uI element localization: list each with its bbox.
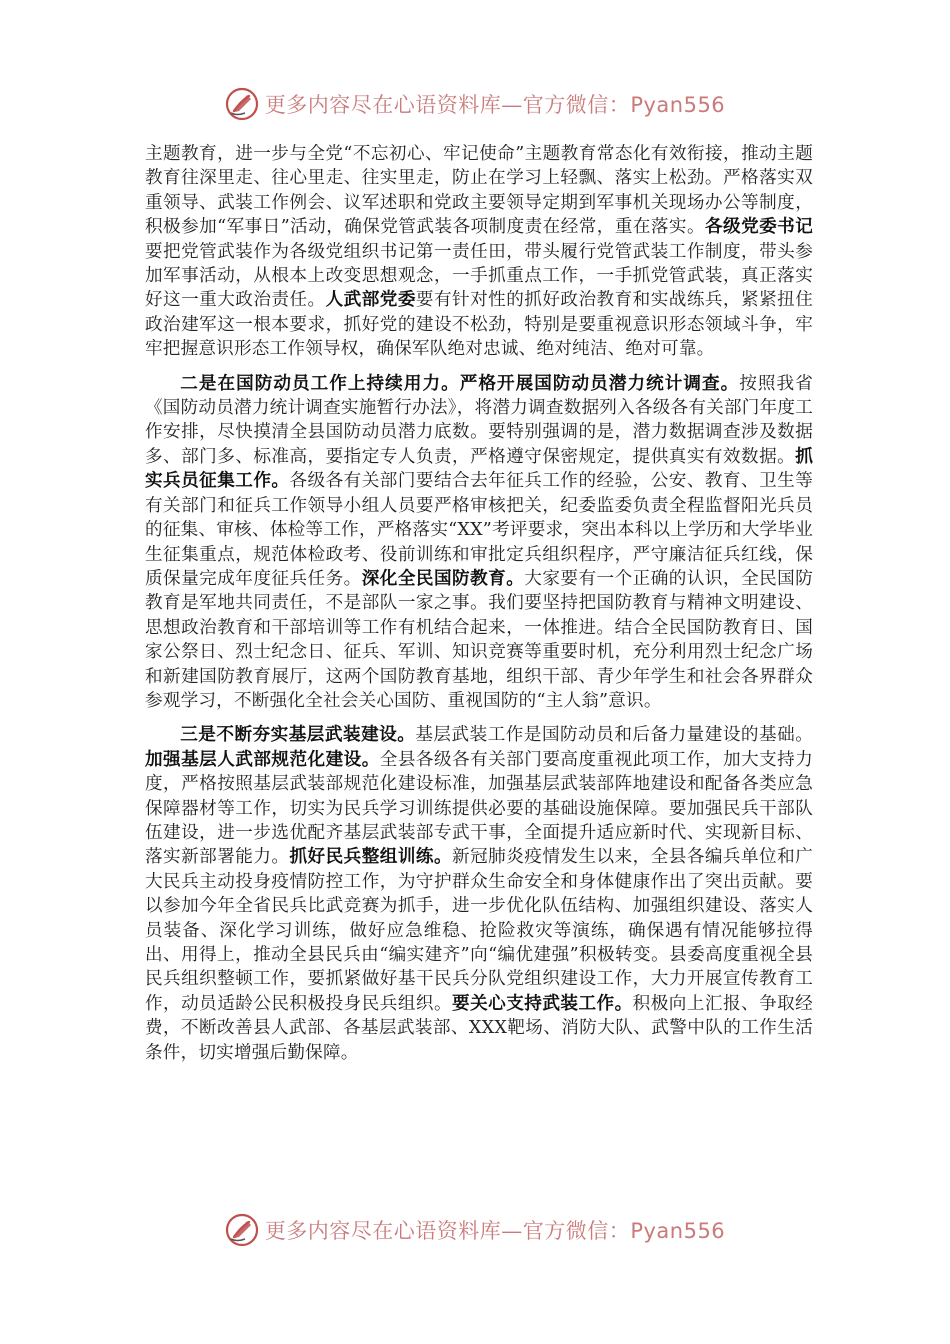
paragraph-1: 主题教育，进一步与全党“不忘初心、牢记使命”主题教育常态化有效衔接，推动主题教育往深里走、往心里走、往实里走，防止在学习上轻飘、落实上松劲。严格落实双重领导、武装工作例会、议军述职和党政主要领导定期到军事机关现场办公等制度，积极参加“军事日”活动，确保党管武装各项制度责在经常，重在落实。各级党委书记要把党管武装作为各级党组织书记第一责任田，带头履行党管武装工作制度，带头参加军事活动，从根本上改变思想观念，一手抓重点工作，一手抓党管武装，真正落实好这一重大政治责任。人武部党委要有针对性的抓好政治教育和实战练兵，紧紧扭住政治建军这一根本要求，抓好党的建设不松劲，特别是要重视意识形态领域斗争，牢牢把握意识形态工作领导权，确保军队绝对忠诚、绝对纯洁、绝对可靠。: [145, 144, 813, 360]
banner-text: 更多内容尽在心语资料库—官方微信：Pyan556: [264, 1219, 726, 1243]
pen-scroll-logo-icon: [225, 87, 259, 121]
wechat-id: Pyan556: [630, 1219, 726, 1243]
banner-text: 更多内容尽在心语资料库—官方微信：Pyan556: [264, 93, 726, 117]
paragraph-2: 二是在国防动员工作上持续用力。严格开展国防动员潜力统计调查。按照我省《国防动员潜力统计调查实施暂行办法》，将潜力调查数据列入各级各有关部门年度工作安排，尽快摸清全县国防动员潜力底数。要特别强调的是，潜力数据调查涉及数据多、部门多、标准高，要指定专人负责，严格遵守保密规定，提供真实有效数据。抓实兵员征集工作。各级各有关部门要结合去年征兵工作的经验，公安、教育、卫生等有关部门和征兵工作领导小组人员要严格审核把关，纪委监委负责全程监督阳光兵员的征集、审核、体检等工作，严格落实“XX”考评要求，突出本科以上学历和大学毕业生征集重点，规范体检政考、役前训练和审批定兵组织程序，严守廉洁征兵红线，保质保量完成年度征兵任务。深化全民国防教育。大家要有一个正确的认识，全民国防教育是军地共同责任，不是部队一家之事。我们要坚持把国防教育与精神文明建设、思想政治教育和干部培训等工作有机结合起来，一体推进。结合全民国防教育日、国家公祭日、烈士纪念日、征兵、军训、知识竞赛等重要时机，充分利用烈士纪念广场和新建国防教育展厅，这两个国防教育基地，组织干部、青少年学生和社会各界群众参观学习，不断强化全社会关心国防、重视国防的“主人翁”意识。: [145, 372, 814, 711]
document-body: [145, 142, 813, 1065]
pen-scroll-logo-icon: [225, 1213, 259, 1247]
footer-banner: [0, 1210, 950, 1250]
header-banner: [0, 84, 950, 124]
paragraph-3: 三是不断夯实基层武装建设。基层武装工作是国防动员和后备力量建设的基础。加强基层人武部规范化建设。全县各级各有关部门要高度重视此项工作，加大支持力度，严格按照基层武装部规范化建设标准，加强基层武装部阵地建设和配备各类应急保障器材等工作，切实为民兵学习训练提供必要的基础设施保障。要加强民兵干部队伍建设，进一步选优配齐基层武装部专武干事，全面提升适应新时代、实现新目标、落实新部署能力。抓好民兵整组训练。新冠肺炎疫情发生以来，全县各编兵单位和广大民兵主动投身疫情防控工作，为守护群众生命安全和身体健康作出了突出贡献。要以参加今年全省民兵比武竞赛为抓手，进一步优化队伍结构、加强组织建设、落实人员装备、深化学习训练，做好应急维稳、抢险救灾等演练，确保遇有情况能够拉得出、用得上，推动全县民兵由“编实建齐”向“编优建强”积极转变。县委高度重视全县民兵组织整顿工作，要抓紧做好基干民兵分队党组织建设工作，大力开展宣传教育工作，动员适龄公民积极投身民兵组织。要关心支持武装工作。积极向上汇报、争取经费，不断改善县人武部、各基层武装部、XXX靶场、消防大队、武警中队的工作生活条件，切实增强后勤保障。: [145, 724, 813, 1063]
wechat-id: Pyan556: [630, 93, 726, 117]
